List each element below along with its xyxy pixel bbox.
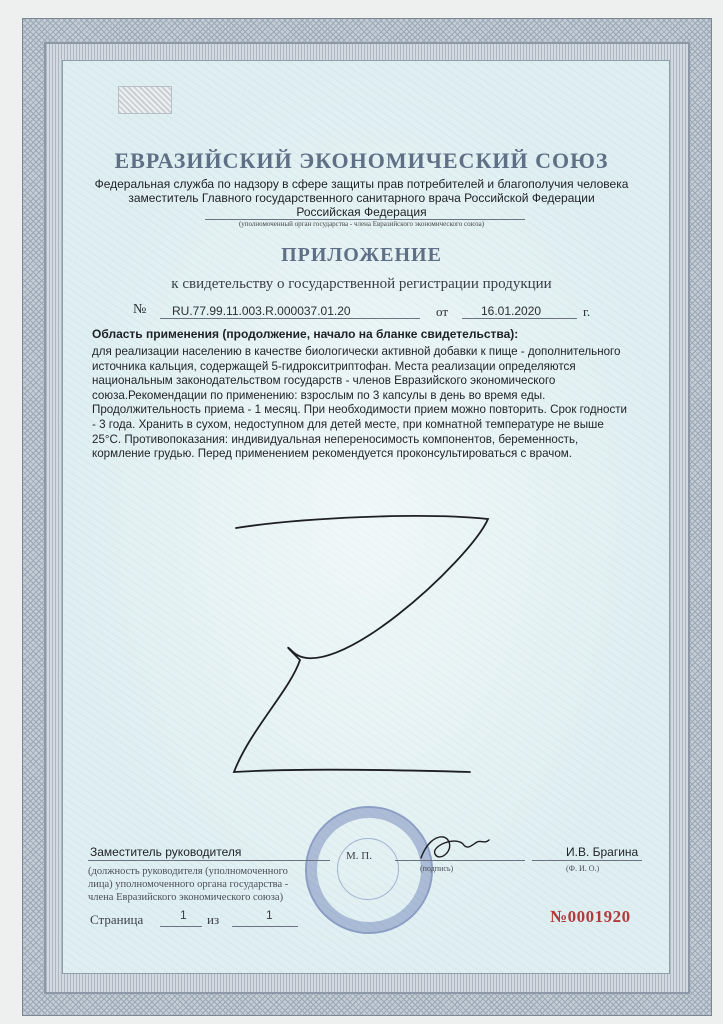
total-underline xyxy=(232,926,298,927)
appendix-title: ПРИЛОЖЕНИЕ xyxy=(281,244,442,266)
signature-underline xyxy=(395,860,525,861)
signer-position: Заместитель руководителя xyxy=(90,845,242,859)
page-underline xyxy=(160,926,202,927)
scope-line: - 3 года. Хранить в сухом, недоступном для детей месте, при комнатной температуре не выше xyxy=(92,417,604,431)
seal-emblem xyxy=(337,838,399,900)
fio-caption: (Ф. И. О.) xyxy=(566,864,600,873)
registration-date: 16.01.2020 xyxy=(481,304,542,318)
country-name: Российская Федерация xyxy=(296,205,427,219)
serial-number: №0001920 xyxy=(550,907,631,926)
agency-line-2: заместитель Главного государственного санитарного врача Российской Федерации xyxy=(128,191,595,205)
scope-line: союза.Рекомендации по применению: взрослым по 3 капсулы в день во время еды. xyxy=(92,388,546,402)
position-caption-line-1: (должность руководителя (уполномоченного xyxy=(88,866,288,877)
year-suffix: г. xyxy=(583,304,591,319)
appendix-subtitle: к свидетельству о государственной регистрации продукции xyxy=(171,276,552,292)
page-number: 1 xyxy=(180,908,187,922)
scope-line: для реализации населению в качестве биологически активной добавки к пище - дополнительного xyxy=(92,345,621,358)
scope-line: 25°С. Противопоказания: индивидуальная непереносимость компонентов, беременность, xyxy=(92,432,579,446)
agency-line-1: Федеральная служба по надзору в сфере защиты прав потребителей и благополучия человека xyxy=(94,177,629,191)
authority-note: (уполномоченный орган государства - члена Евразийского экономического союза) xyxy=(238,220,485,228)
position-caption-line-3: члена Евразийского экономического союза) xyxy=(88,892,284,903)
official-seal xyxy=(305,806,433,934)
signature-caption: (подпись) xyxy=(420,864,454,873)
registration-number: RU.77.99.11.003.R.000037.01.20 xyxy=(172,304,351,318)
scope-heading: Область применения (продолжение, начало на бланке свидетельства): xyxy=(92,327,519,341)
number-label: № xyxy=(133,302,147,317)
page-label: Страница xyxy=(90,912,144,927)
of-label: из xyxy=(207,912,220,927)
scope-line: национальным законодательством государств - членов Евразийского экономического xyxy=(92,374,556,388)
position-underline xyxy=(88,860,330,861)
position-caption-line-2: лица) уполномоченного органа государства - xyxy=(88,879,289,890)
page-total: 1 xyxy=(266,908,273,922)
date-label: от xyxy=(436,304,449,319)
name-underline xyxy=(532,860,642,861)
scope-line: Продолжительность приема - 1 месяц. При необходимости прием можно повторить. Срок годности xyxy=(92,403,628,417)
scope-line: кормление грудью. Перед применением рекомендуется проконсультироваться с врачом. xyxy=(92,447,572,461)
scope-line: источника кальция, содержащей 5-гидрокситриптофан. Места реализации определяются xyxy=(92,359,576,373)
union-title: ЕВРАЗИЙСКИЙ ЭКОНОМИЧЕСКИЙ СОЮЗ xyxy=(114,148,609,173)
seal-label: М. П. xyxy=(346,850,372,862)
signer-name: И.В. Брагина xyxy=(566,845,639,859)
